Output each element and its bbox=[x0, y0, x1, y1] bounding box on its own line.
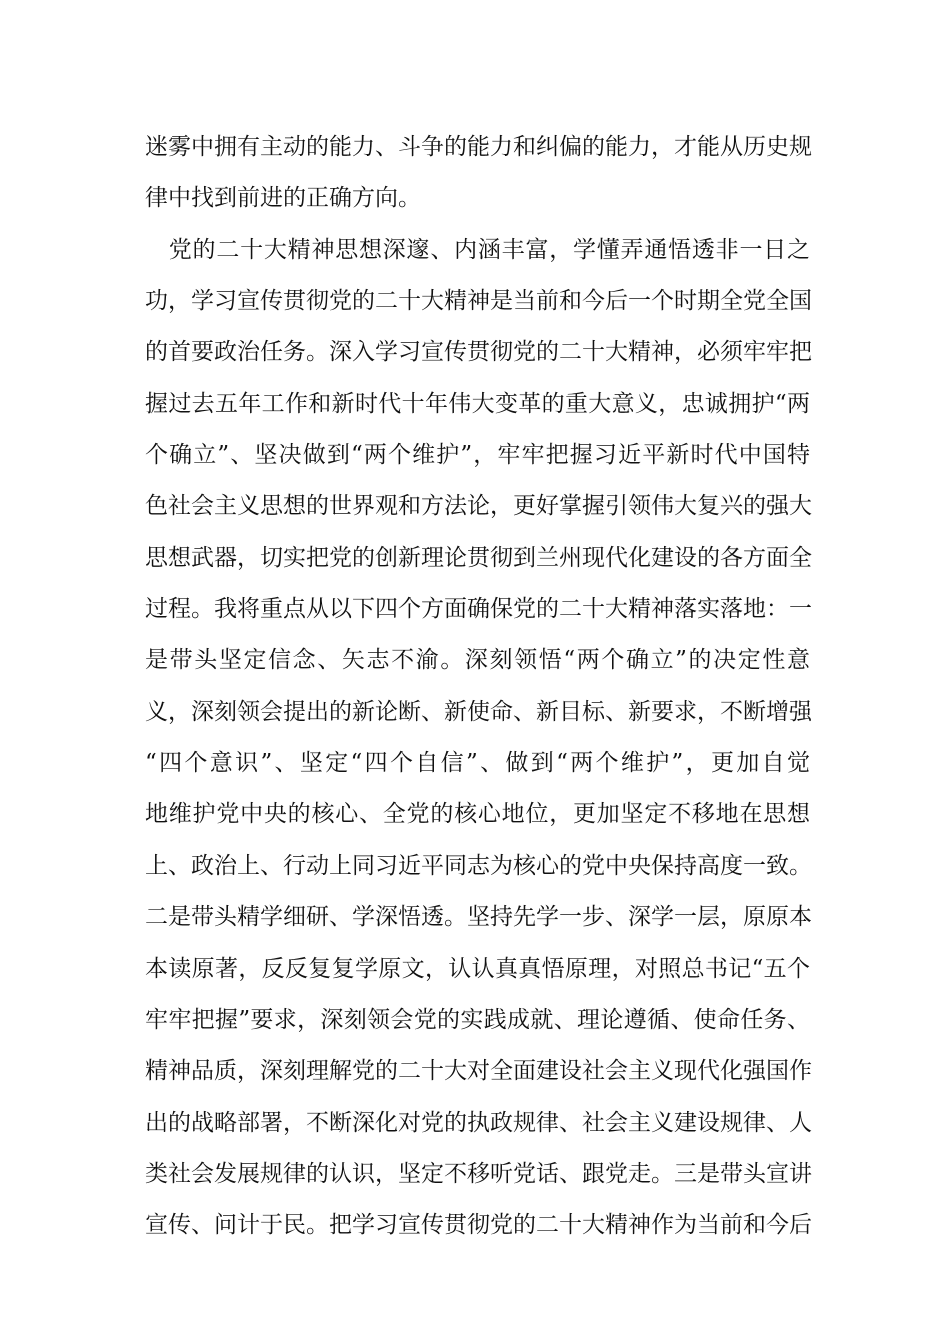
text-line: 宣传、问计于民。把学习宣传贯彻党的二十大精神作为当前和今后 bbox=[145, 1212, 812, 1239]
text-line: 二是带头精学细研、学深悟透。坚持先学一步、深学一层，原原本 bbox=[145, 904, 812, 931]
text-line: 类社会发展规律的认识，坚定不移听党话、跟党走。三是带头宣讲 bbox=[145, 1160, 812, 1187]
text-line: 上、政治上、行动上同习近平同志为核心的党中央保持高度一致。 bbox=[145, 852, 812, 879]
text-line: 迷雾中拥有主动的能力、斗争的能力和纠偏的能力，才能从历史规 bbox=[145, 134, 812, 160]
text-line: 过程。我将重点从以下四个方面确保党的二十大精神落实落地：一 bbox=[145, 596, 812, 623]
text-line: 牢牢把握”要求，深刻领会党的实践成就、理论遵循、使命任务、 bbox=[145, 1006, 810, 1033]
text-line: 精神品质，深刻理解党的二十大对全面建设社会主义现代化强国作 bbox=[145, 1058, 812, 1085]
text-line: 义，深刻领会提出的新论断、新使命、新目标、新要求，不断增强 bbox=[145, 698, 812, 725]
text-line: 律中找到前进的正确方向。 bbox=[145, 185, 421, 212]
text-line: 个确立”、坚决做到“两个维护”，牢牢把握习近平新时代中国特 bbox=[145, 442, 810, 469]
text-line: 色社会主义思想的世界观和方法论，更好掌握引领伟大复兴的强大 bbox=[145, 493, 812, 520]
text-line: 出的战略部署，不断深化对党的执政规律、社会主义建设规律、人 bbox=[145, 1109, 812, 1136]
text-line: 本读原著，反反复复学原文，认认真真悟原理，对照总书记“五个 bbox=[145, 955, 810, 982]
text-line: 思想武器，切实把党的创新理论贯彻到兰州现代化建设的各方面全 bbox=[145, 544, 812, 571]
text-line: 功，学习宣传贯彻党的二十大精神是当前和今后一个时期全党全国 bbox=[145, 288, 812, 315]
text-line: 的首要政治任务。深入学习宣传贯彻党的二十大精神，必须牢牢把 bbox=[145, 339, 812, 366]
text-line: 是带头坚定信念、矢志不渝。深刻领悟“两个确立”的决定性意 bbox=[145, 647, 810, 674]
text-line: 地维护党中央的核心、全党的核心地位，更加坚定不移地在思想 bbox=[145, 801, 810, 828]
paragraph-start-line: 党的二十大精神思想深邃、内涵丰富，学懂弄通悟透非一日之 bbox=[145, 236, 810, 263]
text-line: 握过去五年工作和新时代十年伟大变革的重大意义，忠诚拥护“两 bbox=[145, 390, 810, 417]
body-text bbox=[145, 132, 810, 1262]
text-line: “四个意识”、坚定“四个自信”、做到“两个维护”，更加自觉 bbox=[145, 750, 810, 777]
